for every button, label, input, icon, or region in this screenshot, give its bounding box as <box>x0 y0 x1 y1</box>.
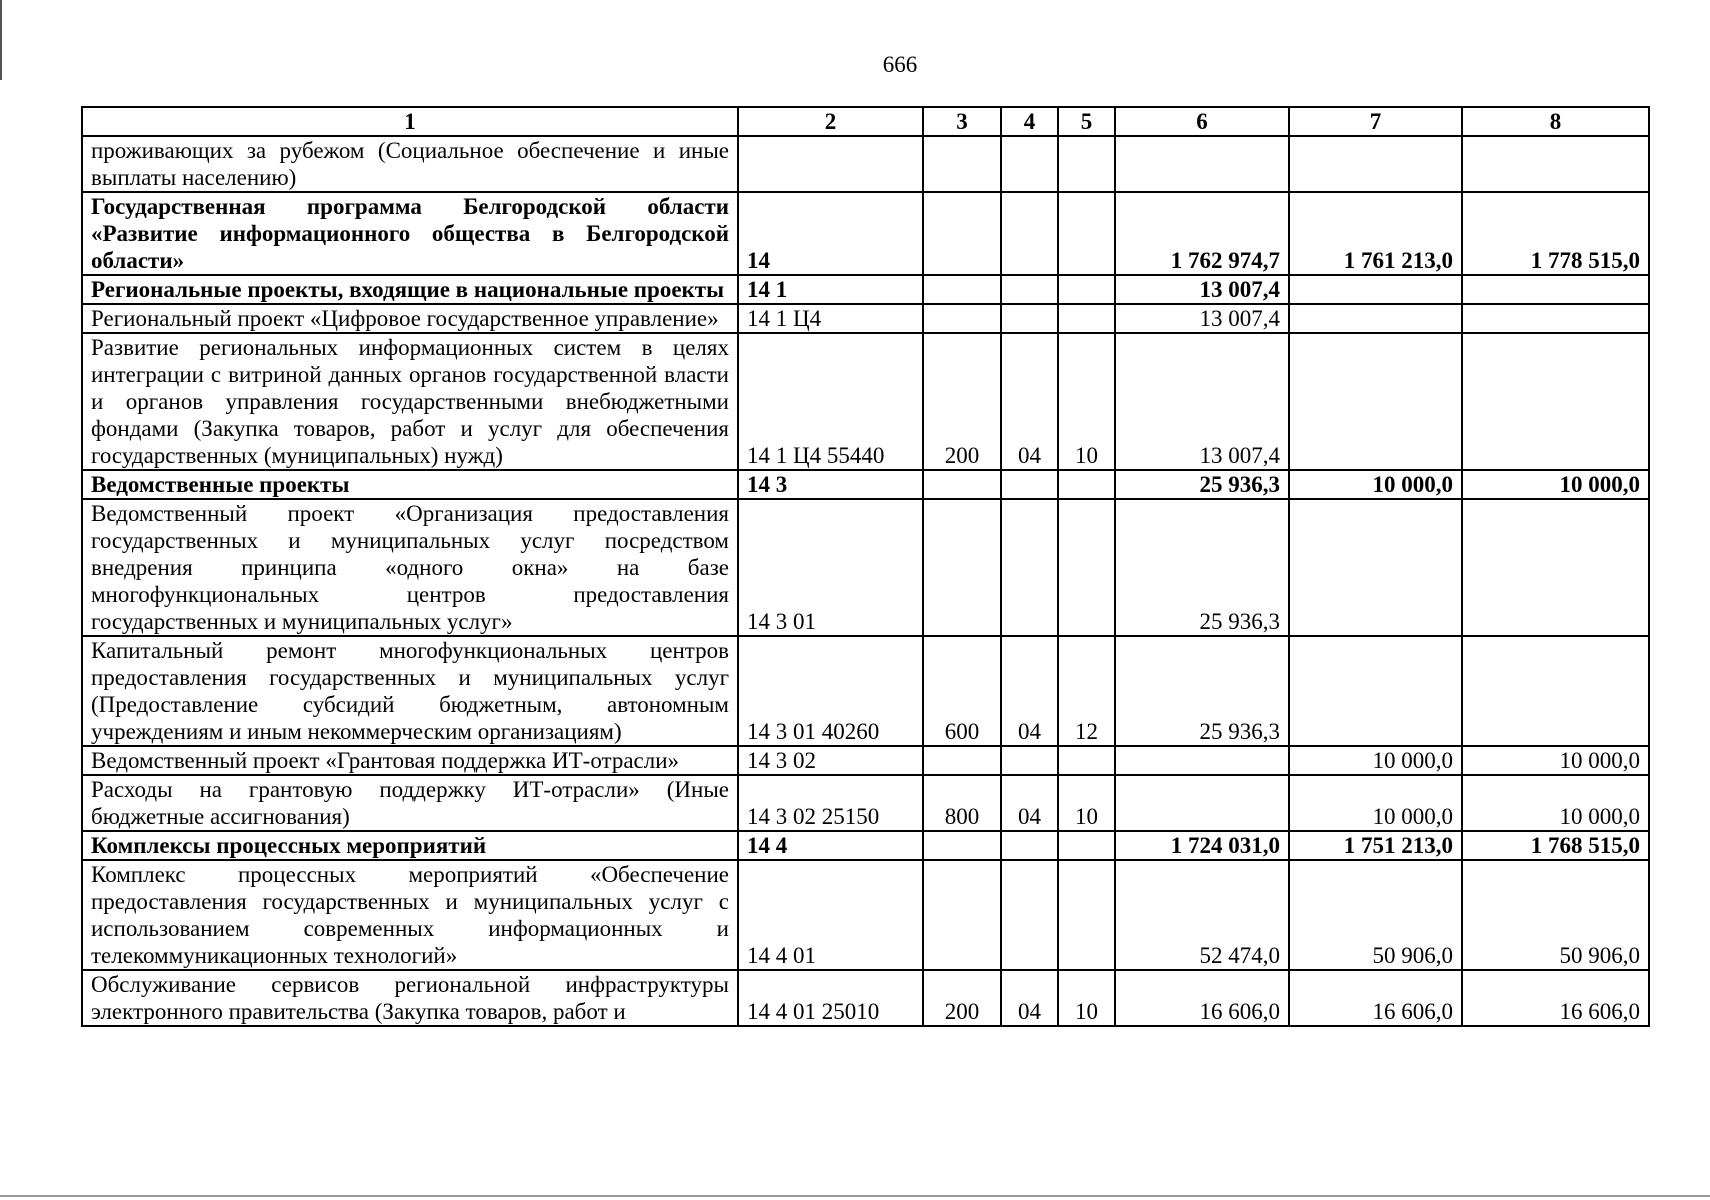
budget-table <box>81 106 1650 1027</box>
column-header: 4 <box>1001 107 1058 136</box>
table-row <box>82 970 1649 1026</box>
row-col4 <box>1001 304 1058 333</box>
row-value-col6: 1 762 974,7 <box>1115 192 1289 275</box>
row-col3 <box>923 192 1001 275</box>
page-number: 666 <box>882 52 918 77</box>
row-col4 <box>1001 192 1058 275</box>
table-row <box>82 275 1649 304</box>
row-col3 <box>923 860 1001 970</box>
row-col3 <box>923 470 1001 499</box>
row-value-col6 <box>1115 746 1289 775</box>
row-code: 14 3 01 40260 <box>738 636 923 746</box>
row-col5 <box>1058 470 1115 499</box>
row-code <box>738 136 923 192</box>
row-col5: 12 <box>1058 636 1115 746</box>
row-col4: 04 <box>1001 970 1058 1026</box>
row-value-col7: 50 906,0 <box>1289 860 1462 970</box>
row-code: 14 3 <box>738 470 923 499</box>
row-col4: 04 <box>1001 636 1058 746</box>
row-description: Капитальный ремонт многофункциональных центров предоставления государственных и муниципальных услуг (Предоставление субсидий бюджетным, автономным учреждениям и иным некоммерческим организациям) <box>82 636 738 746</box>
row-col4 <box>1001 136 1058 192</box>
row-description: Региональный проект «Цифровое государственное управление» <box>82 304 738 333</box>
row-col3 <box>923 136 1001 192</box>
row-col4 <box>1001 860 1058 970</box>
row-col5 <box>1058 831 1115 860</box>
row-value-col8: 10 000,0 <box>1462 775 1649 831</box>
column-header: 2 <box>738 107 923 136</box>
table-header-row <box>82 107 1649 136</box>
row-value-col8: 16 606,0 <box>1462 970 1649 1026</box>
row-col5 <box>1058 136 1115 192</box>
column-header: 6 <box>1115 107 1289 136</box>
row-value-col7 <box>1289 136 1462 192</box>
row-code: 14 1 <box>738 275 923 304</box>
row-description: проживающих за рубежом (Социальное обеспечение и иные выплаты населению) <box>82 136 738 192</box>
row-value-col6: 13 007,4 <box>1115 333 1289 470</box>
row-col4 <box>1001 470 1058 499</box>
column-header: 3 <box>923 107 1001 136</box>
row-value-col8 <box>1462 499 1649 636</box>
row-col5 <box>1058 746 1115 775</box>
table-row <box>82 333 1649 470</box>
row-description: Государственная программа Белгородской области «Развитие информационного общества в Белгородской области» <box>82 192 738 275</box>
column-header: 8 <box>1462 107 1649 136</box>
row-value-col7: 10 000,0 <box>1289 775 1462 831</box>
row-col3 <box>923 831 1001 860</box>
row-col5: 10 <box>1058 970 1115 1026</box>
row-value-col6 <box>1115 775 1289 831</box>
row-value-col8: 10 000,0 <box>1462 746 1649 775</box>
table-row <box>82 192 1649 275</box>
row-col4 <box>1001 831 1058 860</box>
row-value-col7 <box>1289 275 1462 304</box>
row-col5 <box>1058 499 1115 636</box>
row-value-col8: 10 000,0 <box>1462 470 1649 499</box>
row-code: 14 1 Ц4 <box>738 304 923 333</box>
row-value-col6: 16 606,0 <box>1115 970 1289 1026</box>
row-description: Ведомственный проект «Организация предоставления государственных и муниципальных услуг посредством внедрения принципа «одного окна» на базе многофункциональных центров предоставления государственных и муниципальных услуг» <box>82 499 738 636</box>
row-value-col7: 1 761 213,0 <box>1289 192 1462 275</box>
row-value-col7 <box>1289 499 1462 636</box>
row-description: Обслуживание сервисов региональной инфраструктуры электронного правительства (Закупка товаров, работ и <box>82 970 738 1026</box>
column-header: 7 <box>1289 107 1462 136</box>
row-value-col6: 1 724 031,0 <box>1115 831 1289 860</box>
row-value-col7 <box>1289 333 1462 470</box>
row-value-col8 <box>1462 636 1649 746</box>
table-row <box>82 831 1649 860</box>
row-value-col8: 1 768 515,0 <box>1462 831 1649 860</box>
row-col5 <box>1058 860 1115 970</box>
row-code: 14 4 <box>738 831 923 860</box>
row-value-col8: 1 778 515,0 <box>1462 192 1649 275</box>
row-value-col6: 52 474,0 <box>1115 860 1289 970</box>
table-row <box>82 136 1649 192</box>
row-value-col6 <box>1115 136 1289 192</box>
row-col3: 200 <box>923 333 1001 470</box>
row-col5 <box>1058 304 1115 333</box>
row-value-col8: 50 906,0 <box>1462 860 1649 970</box>
row-code: 14 3 01 <box>738 499 923 636</box>
row-value-col7: 10 000,0 <box>1289 746 1462 775</box>
row-description: Комплексы процессных мероприятий <box>82 831 738 860</box>
table-row <box>82 860 1649 970</box>
row-code: 14 4 01 25010 <box>738 970 923 1026</box>
row-value-col7: 1 751 213,0 <box>1289 831 1462 860</box>
row-col4 <box>1001 746 1058 775</box>
row-col4 <box>1001 499 1058 636</box>
row-code: 14 3 02 25150 <box>738 775 923 831</box>
row-col3 <box>923 275 1001 304</box>
row-description: Расходы на грантовую поддержку ИТ-отрасли» (Иные бюджетные ассигнования) <box>82 775 738 831</box>
row-value-col7 <box>1289 304 1462 333</box>
column-header: 1 <box>82 107 738 136</box>
row-col5 <box>1058 275 1115 304</box>
row-description: Ведомственные проекты <box>82 470 738 499</box>
scan-bottom-line <box>0 1195 1710 1197</box>
table-row <box>82 746 1649 775</box>
row-value-col7: 10 000,0 <box>1289 470 1462 499</box>
row-col5: 10 <box>1058 333 1115 470</box>
row-col4: 04 <box>1001 775 1058 831</box>
row-value-col8 <box>1462 275 1649 304</box>
row-code: 14 4 01 <box>738 860 923 970</box>
table-body <box>82 136 1649 1026</box>
row-value-col7 <box>1289 636 1462 746</box>
row-col3: 800 <box>923 775 1001 831</box>
row-code: 14 1 Ц4 55440 <box>738 333 923 470</box>
row-col3 <box>923 499 1001 636</box>
row-value-col6: 25 936,3 <box>1115 636 1289 746</box>
row-col3 <box>923 746 1001 775</box>
row-value-col8 <box>1462 333 1649 470</box>
row-col5: 10 <box>1058 775 1115 831</box>
table-row <box>82 775 1649 831</box>
row-description: Региональные проекты, входящие в национальные проекты <box>82 275 738 304</box>
row-col3: 600 <box>923 636 1001 746</box>
table-row <box>82 304 1649 333</box>
table-row <box>82 499 1649 636</box>
row-description: Комплекс процессных мероприятий «Обеспечение предоставления государственных и муниципальных услуг с использованием современных информационных и телекоммуникационных технологий» <box>82 860 738 970</box>
row-col3 <box>923 304 1001 333</box>
row-value-col8 <box>1462 304 1649 333</box>
row-col4 <box>1001 275 1058 304</box>
row-col4: 04 <box>1001 333 1058 470</box>
table-row <box>82 636 1649 746</box>
row-code: 14 <box>738 192 923 275</box>
row-description: Ведомственный проект «Грантовая поддержка ИТ-отрасли» <box>82 746 738 775</box>
row-col5 <box>1058 192 1115 275</box>
row-value-col6: 13 007,4 <box>1115 275 1289 304</box>
row-value-col7: 16 606,0 <box>1289 970 1462 1026</box>
row-code: 14 3 02 <box>738 746 923 775</box>
table-row <box>82 470 1649 499</box>
column-header: 5 <box>1058 107 1115 136</box>
row-value-col6: 25 936,3 <box>1115 470 1289 499</box>
row-col3: 200 <box>923 970 1001 1026</box>
row-description: Развитие региональных информационных систем в целях интеграции с витриной данных органов государственной власти и органов управления государственными внебюджетными фондами (Закупка товаров, работ и услуг для обеспечения государственных (муниципальных) нужд) <box>82 333 738 470</box>
row-value-col6: 13 007,4 <box>1115 304 1289 333</box>
row-value-col8 <box>1462 136 1649 192</box>
row-value-col6: 25 936,3 <box>1115 499 1289 636</box>
